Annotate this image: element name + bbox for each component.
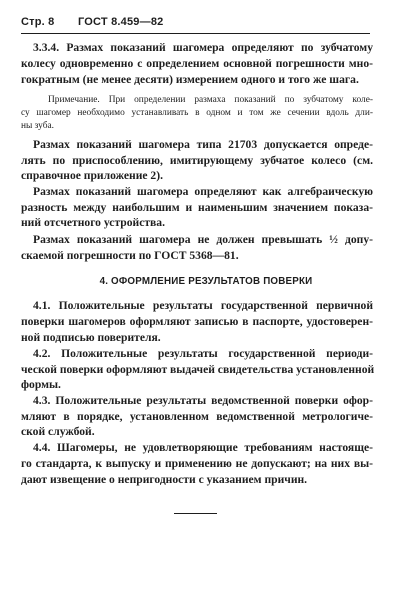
end-rule — [174, 513, 217, 514]
standard-number: ГОСТ 8.459—82 — [78, 16, 164, 28]
page-header — [21, 16, 391, 34]
text-line: Размах показаний шагомера типа 21703 допускается опреде- — [33, 138, 373, 151]
text-line: скаемой погрешности по ГОСТ 5368—81. — [21, 249, 239, 262]
note-line: ны зуба. — [21, 121, 55, 131]
text-line: ской службой. — [21, 425, 95, 438]
text-line: го стандарта, к выпуску и применению не допускают; на них вы- — [21, 457, 373, 470]
header-rule — [21, 33, 370, 34]
text-line: Размах показаний шагомера не должен превышать ½ допу- — [33, 233, 373, 246]
text-line: 3.3.4. Размах показаний шагомера определяют по зубчатому — [33, 41, 373, 54]
note-line: Примечание. При определении размаха показаний по зубчатому коле- — [48, 95, 373, 105]
note-line: су шагомер необходимо устанавливать в одном и том же сечении вдоль дли- — [21, 108, 373, 118]
text-line: разность между наибольшим и наименьшим значением показа- — [21, 201, 373, 214]
text-line: 4.1. Положительные результаты государственной первичной — [33, 299, 373, 312]
text-line: гократным (не менее десяти) измерением одного и того же шага. — [21, 73, 359, 86]
text-line: 4.3. Положительные результаты ведомственной поверки офор- — [33, 394, 373, 407]
text-line: 4.2. Положительные результаты государственной периоди- — [33, 347, 373, 360]
text-line: Размах показаний шагомера определяют как алгебраическую — [33, 185, 373, 198]
text-line: 4.4. Шагомеры, не удовлетворяющие требованиям настояще- — [33, 441, 373, 454]
text-line: лять по приспособлению, имитирующему зубчатое колесо (см. — [21, 154, 373, 167]
text-line: формы. — [21, 378, 61, 391]
text-line: поверки шагомеров оформляют записью в паспорте, удостоверен- — [21, 315, 373, 328]
text-line: мляют в порядке, установленном ведомственной метрологиче- — [21, 410, 373, 423]
text-line: дают извещение о непригодности с указанием причин. — [21, 473, 308, 486]
text-line: ний отсчетного устройства. — [21, 216, 166, 229]
section-heading: 4. ОФОРМЛЕНИЕ РЕЗУЛЬТАТОВ ПОВЕРКИ — [99, 276, 313, 287]
page-number: Стр. 8 — [21, 16, 55, 28]
text-line: колесу одновременно с определением основной погрешности мно- — [21, 57, 373, 70]
text-line: ческой поверки оформляют выдачей свидетельства установленной — [21, 363, 375, 376]
text-line: ной подписью поверителя. — [21, 331, 161, 344]
text-line: справочное приложение 2). — [21, 169, 163, 182]
